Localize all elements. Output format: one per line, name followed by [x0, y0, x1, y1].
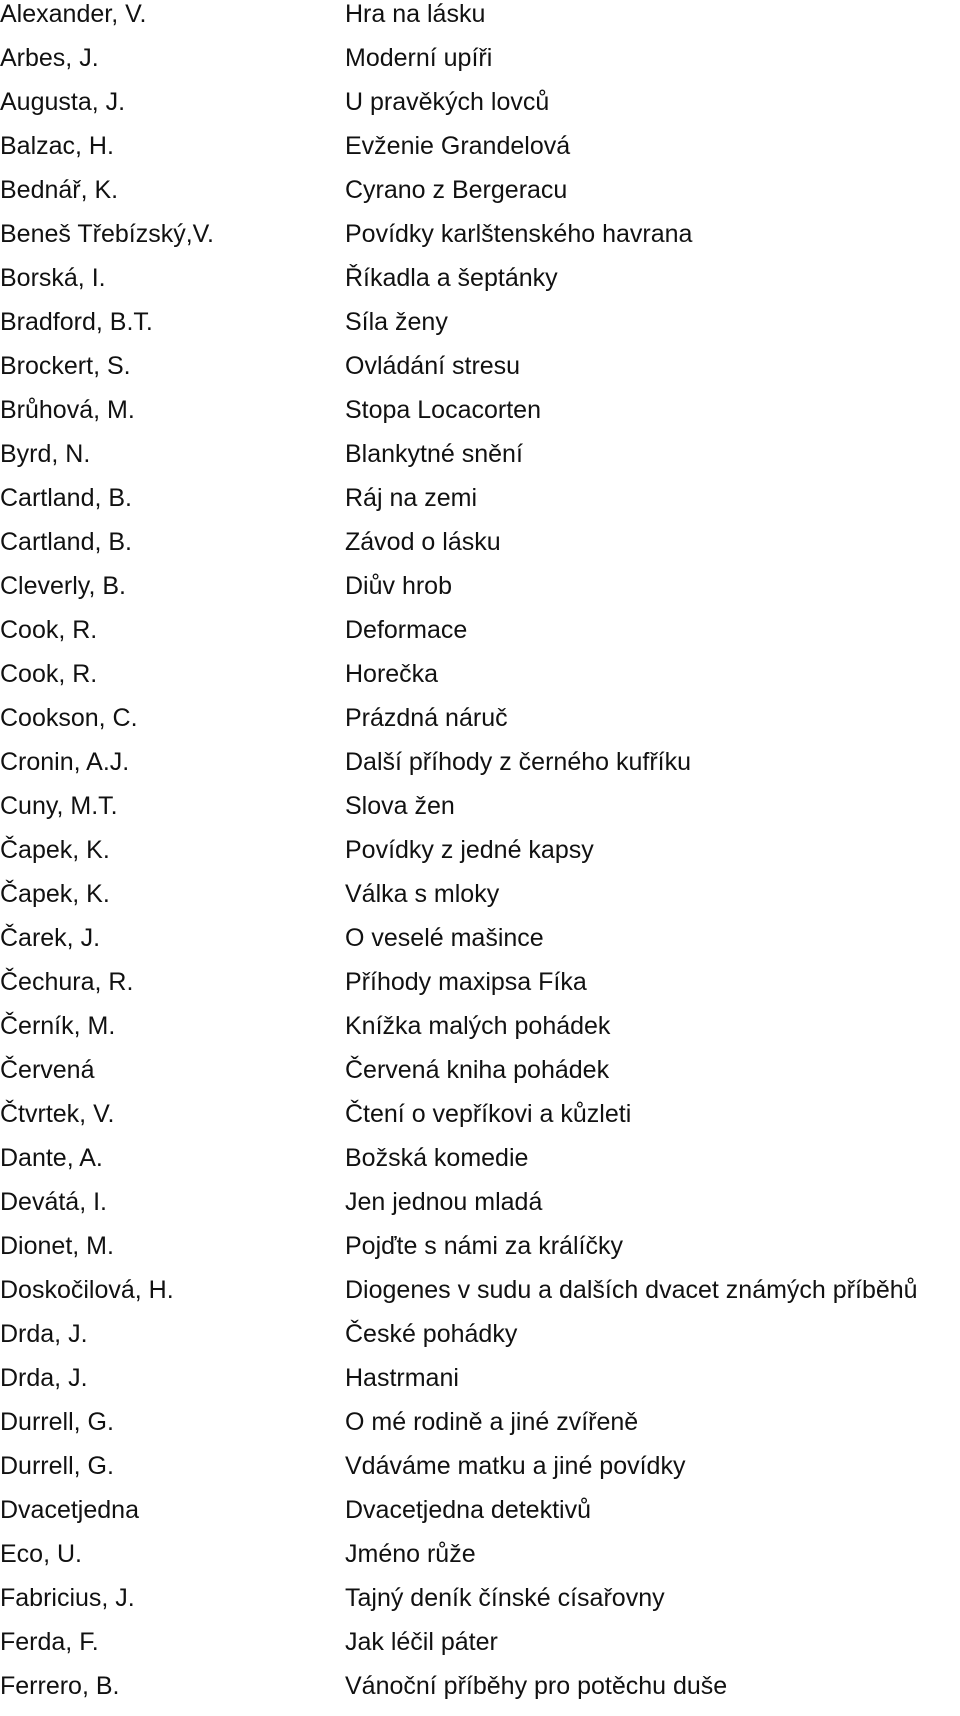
book-title: Další příhody z černého kufříku — [345, 748, 691, 776]
book-author: Balzac, H. — [0, 132, 114, 160]
book-title: Válka s mloky — [345, 880, 500, 908]
list-item — [0, 440, 960, 484]
book-title: Jen jednou mladá — [345, 1188, 543, 1216]
book-title: Božská komedie — [345, 1144, 529, 1172]
book-author: Ferda, F. — [0, 1628, 99, 1656]
book-title: U pravěkých lovců — [345, 88, 550, 116]
book-title: Povídky z jedné kapsy — [345, 836, 594, 864]
list-item — [0, 1188, 960, 1232]
list-item — [0, 1276, 960, 1320]
book-author: Černík, M. — [0, 1012, 116, 1040]
book-title: Evženie Grandelová — [345, 132, 571, 160]
book-author: Durrell, G. — [0, 1408, 114, 1436]
list-item — [0, 572, 960, 616]
book-title: Říkadla a šeptánky — [345, 264, 558, 292]
book-author: Alexander, V. — [0, 0, 147, 28]
book-author: Dvacetjedna — [0, 1496, 139, 1524]
book-title: Vánoční příběhy pro potěchu duše — [345, 1672, 728, 1700]
list-item — [0, 0, 960, 44]
book-title: Vdáváme matku a jiné povídky — [345, 1452, 686, 1480]
book-author: Cartland, B. — [0, 528, 133, 556]
book-author: Dionet, M. — [0, 1232, 114, 1260]
book-title: Diův hrob — [345, 572, 452, 600]
book-title: Ráj na zemi — [345, 484, 477, 512]
list-item — [0, 792, 960, 836]
book-author: Čapek, K. — [0, 880, 110, 908]
list-item — [0, 1584, 960, 1628]
list-item — [0, 176, 960, 220]
book-author: Devátá, I. — [0, 1188, 107, 1216]
book-author: Bradford, B.T. — [0, 308, 153, 336]
book-title: Ovládání stresu — [345, 352, 521, 380]
book-title: Dvacetjedna detektivů — [345, 1496, 591, 1524]
list-item — [0, 836, 960, 880]
book-author: Čtvrtek, V. — [0, 1100, 115, 1128]
book-title: Jméno růže — [345, 1540, 476, 1568]
list-item — [0, 264, 960, 308]
book-author: Durrell, G. — [0, 1452, 114, 1480]
book-author: Fabricius, J. — [0, 1584, 135, 1612]
book-title: Deformace — [345, 616, 468, 644]
list-item — [0, 1012, 960, 1056]
list-item — [0, 704, 960, 748]
book-author: Ferrero, B. — [0, 1672, 120, 1700]
list-item — [0, 1496, 960, 1540]
book-author: Cleverly, B. — [0, 572, 126, 600]
book-author: Brockert, S. — [0, 352, 131, 380]
book-author: Beneš Třebízský,V. — [0, 220, 215, 248]
book-author: Cook, R. — [0, 616, 98, 644]
book-author: Čechura, R. — [0, 968, 134, 996]
book-title: Slova žen — [345, 792, 455, 820]
list-item — [0, 616, 960, 660]
book-title: Blankytné snění — [345, 440, 523, 468]
book-title: O veselé mašince — [345, 924, 544, 952]
book-author: Bednář, K. — [0, 176, 119, 204]
book-title: O mé rodině a jiné zvířeně — [345, 1408, 639, 1436]
book-author: Drda, J. — [0, 1364, 88, 1392]
list-item — [0, 88, 960, 132]
book-title: České pohádky — [345, 1320, 518, 1348]
book-title: Příhody maxipsa Fíka — [345, 968, 587, 996]
list-item — [0, 308, 960, 352]
book-author: Cartland, B. — [0, 484, 133, 512]
book-title: Červená kniha pohádek — [345, 1056, 610, 1084]
list-item — [0, 968, 960, 1012]
list-item — [0, 44, 960, 88]
book-author: Doskočilová, H. — [0, 1276, 174, 1304]
book-author: Dante, A. — [0, 1144, 103, 1172]
list-item — [0, 880, 960, 924]
list-item — [0, 748, 960, 792]
book-author: Cookson, C. — [0, 704, 138, 732]
book-author: Borská, I. — [0, 264, 106, 292]
book-title: Diogenes v sudu a dalších dvacet známých příběhů — [345, 1276, 918, 1304]
book-author: Čarek, J. — [0, 924, 101, 952]
book-author: Augusta, J. — [0, 88, 126, 116]
book-title: Hastrmani — [345, 1364, 459, 1392]
list-item — [0, 1672, 960, 1716]
list-item — [0, 660, 960, 704]
book-author: Brůhová, M. — [0, 396, 135, 424]
book-author: Čapek, K. — [0, 836, 110, 864]
book-title: Síla ženy — [345, 308, 448, 336]
book-author: Cuny, M.T. — [0, 792, 118, 820]
list-item — [0, 220, 960, 264]
list-item — [0, 1628, 960, 1672]
list-item — [0, 1452, 960, 1496]
list-item — [0, 352, 960, 396]
list-item — [0, 1100, 960, 1144]
list-item — [0, 924, 960, 968]
book-author: Byrd, N. — [0, 440, 91, 468]
list-item — [0, 1056, 960, 1100]
book-title: Závod o lásku — [345, 528, 501, 556]
book-title: Prázdná náruč — [345, 704, 508, 732]
book-title: Knížka malých pohádek — [345, 1012, 611, 1040]
book-author: Cook, R. — [0, 660, 98, 688]
book-title: Tajný deník čínské císařovny — [345, 1584, 665, 1612]
book-author: Červená — [0, 1056, 95, 1084]
book-author: Arbes, J. — [0, 44, 99, 72]
list-item — [0, 1408, 960, 1452]
book-title: Stopa Locacorten — [345, 396, 541, 424]
list-item — [0, 1144, 960, 1188]
book-title: Pojďte s námi za králíčky — [345, 1232, 623, 1260]
book-title: Čtení o vepříkovi a kůzleti — [345, 1100, 632, 1128]
book-title: Moderní upíři — [345, 44, 493, 72]
list-item — [0, 1364, 960, 1408]
list-item — [0, 1540, 960, 1584]
list-item — [0, 1320, 960, 1364]
list-item — [0, 1232, 960, 1276]
list-item — [0, 132, 960, 176]
list-item — [0, 528, 960, 572]
book-title: Hra na lásku — [345, 0, 486, 28]
book-title: Povídky karlštenského havrana — [345, 220, 693, 248]
list-item — [0, 484, 960, 528]
book-author: Cronin, A.J. — [0, 748, 130, 776]
list-item — [0, 396, 960, 440]
book-author: Eco, U. — [0, 1540, 82, 1568]
book-author: Drda, J. — [0, 1320, 88, 1348]
book-title: Jak léčil páter — [345, 1628, 498, 1656]
book-title: Horečka — [345, 660, 439, 688]
book-title: Cyrano z Bergeracu — [345, 176, 568, 204]
